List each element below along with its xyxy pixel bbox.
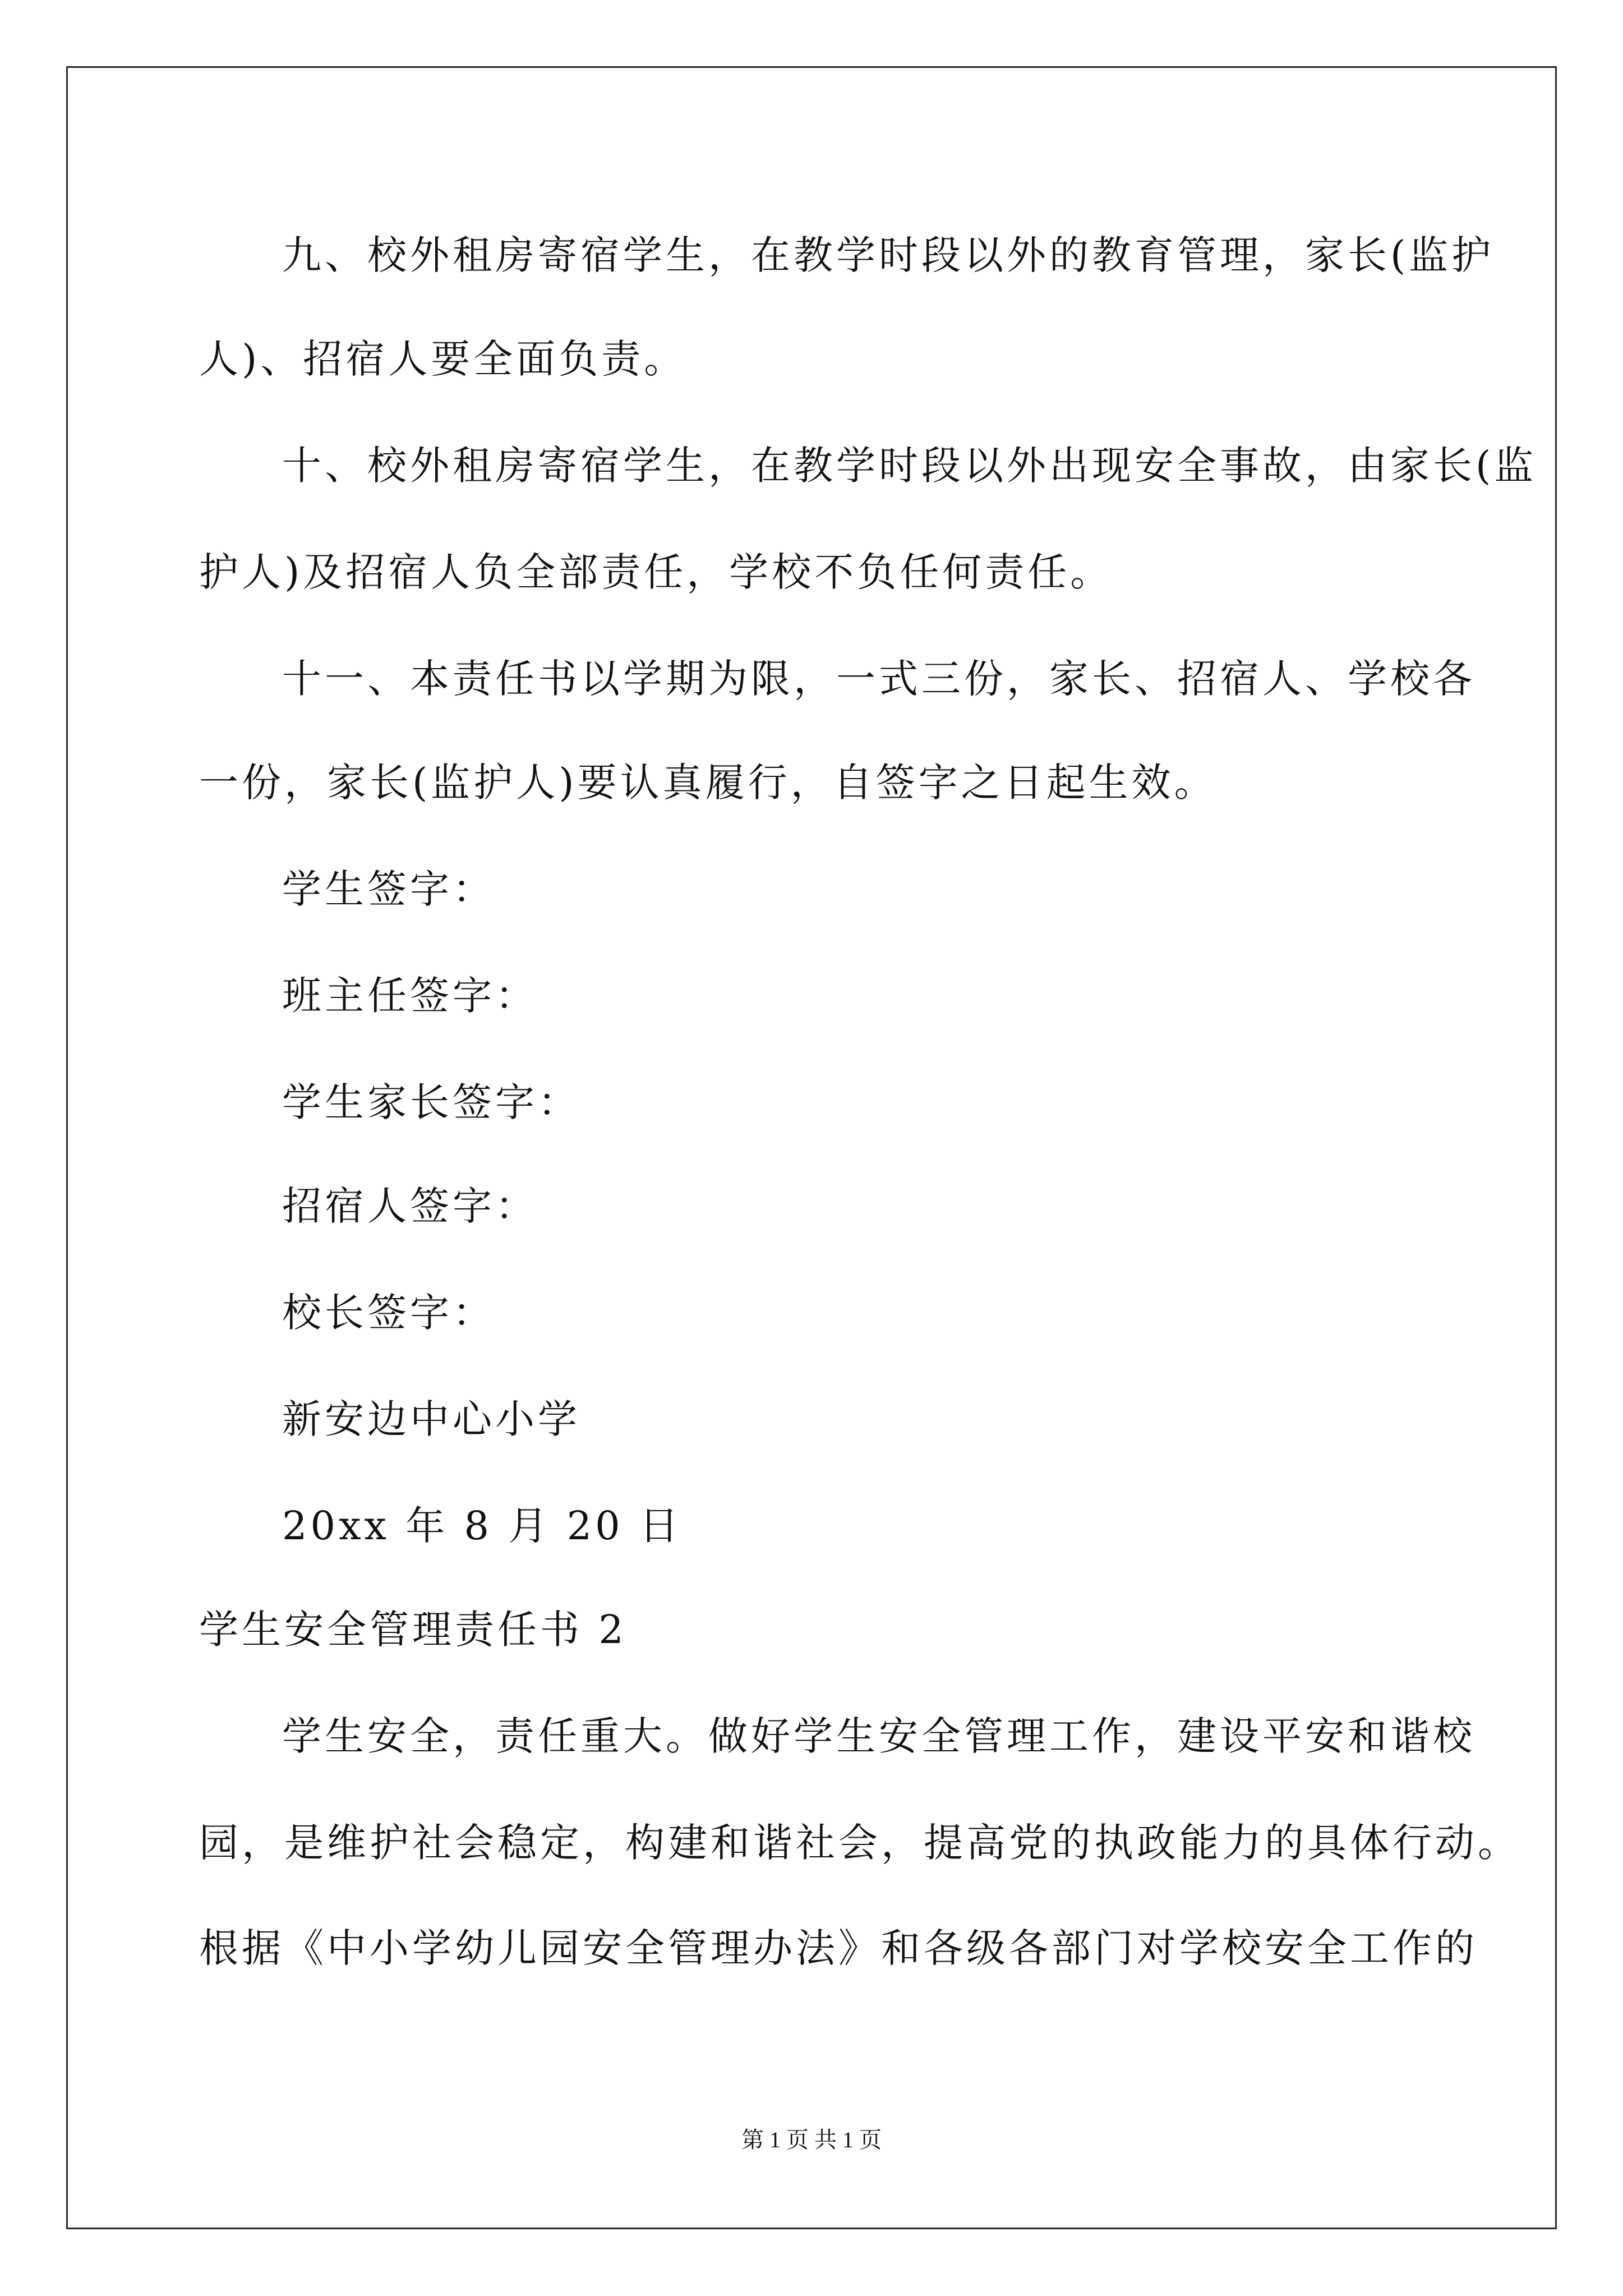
host-signature-label: 招宿人签字：	[282, 1183, 538, 1229]
section-heading: 学生安全管理责任书 2	[199, 1607, 627, 1653]
document-date: 20xx 年 8 月 20 日	[282, 1503, 682, 1549]
section-paragraph-line-1: 学生安全，责任重大。做好学生安全管理工作，建设平安和谐校	[282, 1713, 1476, 1759]
paragraph-9-line-1: 九、校外租房寄宿学生，在教学时段以外的教育管理，家长(监护	[282, 232, 1495, 278]
paragraph-10-line-2: 护人)及招宿人负全部责任，学校不负任何责任。	[199, 549, 1113, 595]
class-teacher-signature-label: 班主任签字：	[282, 973, 538, 1019]
school-name: 新安边中心小学	[282, 1396, 580, 1442]
paragraph-10-line-1: 十、校外租房寄宿学生，在教学时段以外出现安全事故，由家长(监	[282, 443, 1537, 489]
page-border	[66, 66, 1557, 2229]
page-footer: 第 1 页 共 1 页	[741, 2127, 882, 2152]
student-signature-label: 学生签字：	[282, 866, 495, 912]
paragraph-11-line-1: 十一、本责任书以学期为限，一式三份，家长、招宿人、学校各	[282, 656, 1476, 702]
section-paragraph-line-2: 园，是维护社会稳定，构建和谐社会，提高党的执政能力的具体行动。	[199, 1820, 1520, 1866]
principal-signature-label: 校长签字：	[282, 1290, 495, 1336]
parent-signature-label: 学生家长签字：	[282, 1079, 580, 1125]
section-paragraph-line-3: 根据《中小学幼儿园安全管理办法》和各级各部门对学校安全工作的	[199, 1925, 1478, 1971]
paragraph-9-line-2: 人)、招宿人要全面负责。	[199, 336, 687, 382]
paragraph-11-line-2: 一份，家长(监护人)要认真履行，自签字之日起生效。	[199, 760, 1217, 806]
